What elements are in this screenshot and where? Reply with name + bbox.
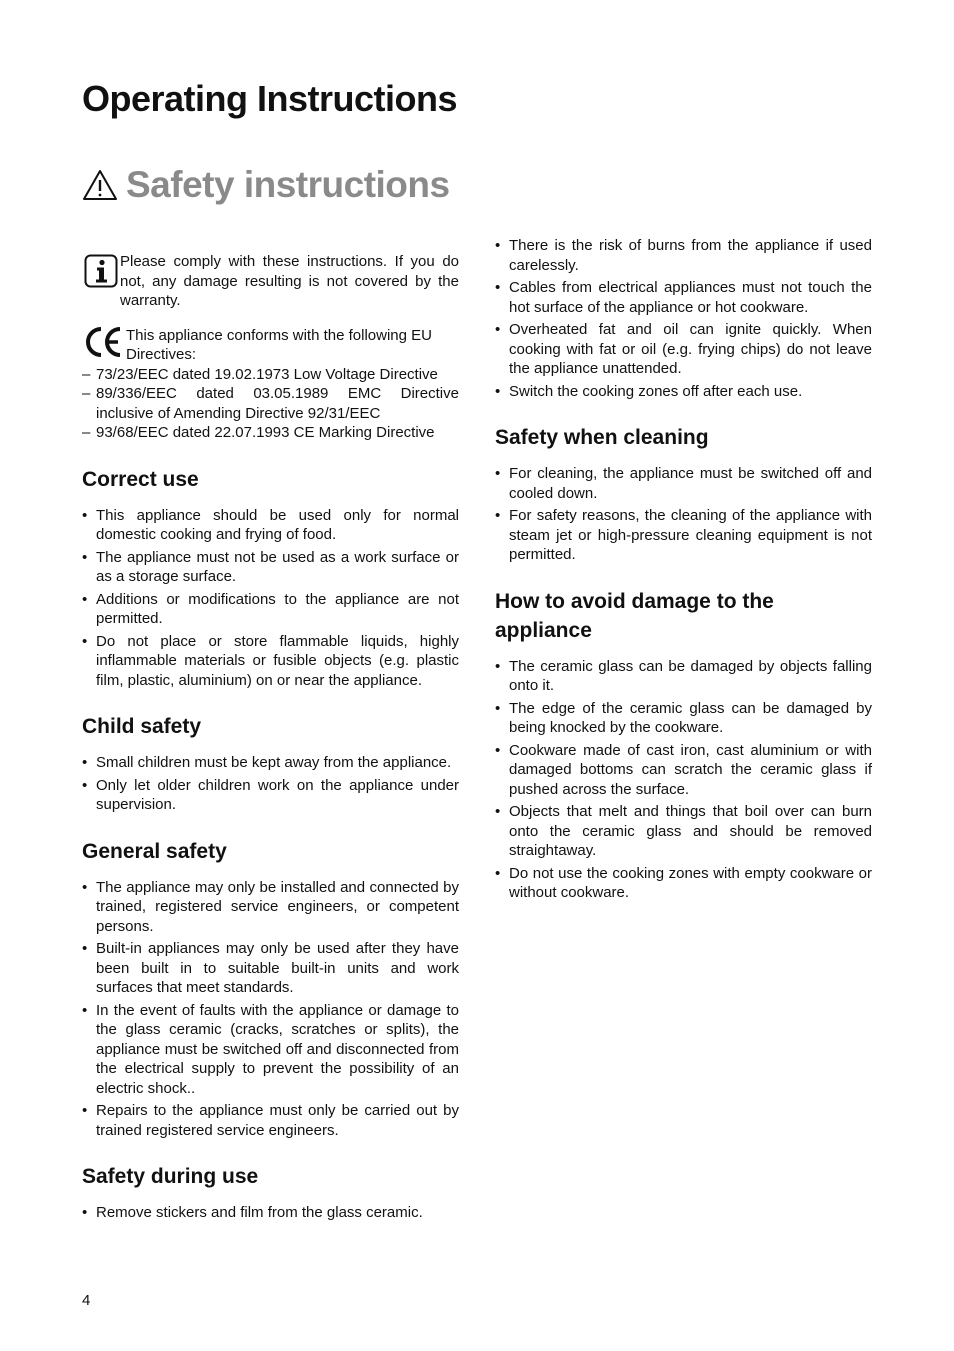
list-item: • Only let older children work on the appliance under supervision. [82, 776, 459, 815]
list-item: • Small children must be kept away from the appliance. [82, 753, 459, 773]
safety-when-cleaning-list [495, 464, 872, 565]
warning-triangle-icon [82, 168, 118, 202]
right-column [495, 236, 872, 906]
list-item: • Overheated fat and oil can ignite quickly. When cooking with fat or oil (e.g. frying chips) do not leave the appliance unattended. [495, 320, 872, 379]
list-item: • Additions or modifications to the appliance are not permitted. [82, 590, 459, 629]
list-item: • Remove stickers and film from the glass ceramic. [82, 1203, 459, 1223]
heading-safety-when-cleaning: Safety when cleaning [495, 426, 709, 449]
list-item: – 73/23/EEC dated 19.02.1973 Low Voltage Directive [82, 365, 459, 385]
left-column [82, 237, 459, 1226]
list-item: • There is the risk of burns from the appliance if used carelessly. [495, 236, 872, 275]
list-item: • The appliance must not be used as a work surface or as a storage surface. [82, 548, 459, 587]
page-number: 4 [82, 1292, 91, 1309]
list-item: • Switch the cooking zones off after each use. [495, 382, 872, 402]
list-item: • In the event of faults with the appliance or damage to the glass ceramic (cracks, scratches or splits), the appliance must be switched off and disconnected from the electrical supply to prevent the possibility of an electric shock.. [82, 1001, 459, 1099]
list-item: • For cleaning, the appliance must be switched off and cooled down. [495, 464, 872, 503]
heading-safety-during-use: Safety during use [82, 1165, 259, 1188]
heading-avoid-damage: How to avoid damage to the appliance [495, 589, 774, 642]
ce-intro: This appliance conforms with the following EU Directives: [126, 326, 432, 363]
correct-use-list [82, 506, 459, 691]
section-title-text: Safety instructions [126, 164, 450, 205]
ce-conformity [82, 326, 459, 365]
info-note [82, 252, 459, 311]
list-item: • The edge of the ceramic glass can be damaged by being knocked by the cookware. [495, 699, 872, 738]
list-item: • Repairs to the appliance must only be carried out by trained registered service engineers. [82, 1101, 459, 1140]
general-safety-list [82, 878, 459, 1141]
heading-general-safety: General safety [82, 839, 227, 863]
list-item: • Cables from electrical appliances must not touch the hot surface of the appliance or hot cookware. [495, 278, 872, 317]
list-item: – 89/336/EEC dated 03.05.1989 EMC Directive inclusive of Amending Directive 92/31/EEC [82, 384, 459, 423]
list-item: • The ceramic glass can be damaged by objects falling onto it. [495, 657, 872, 696]
section-title [82, 164, 450, 206]
list-item: • The appliance may only be installed and connected by trained, registered service engineers, or competent persons. [82, 878, 459, 937]
list-item: • Objects that melt and things that boil over can burn onto the ceramic glass and should be removed straightaway. [495, 802, 872, 861]
list-item: • Built-in appliances may only be used after they have been built in to suitable built-in units and work surfaces that meet standards. [82, 939, 459, 998]
list-item: • Do not place or store flammable liquids, highly inflammable materials or fusible objects (e.g. plastic film, plastic, aluminium) on or near the appliance. [82, 632, 459, 691]
page-title: Operating Instructions [82, 78, 458, 119]
child-safety-list [82, 753, 459, 815]
list-item: • Do not use the cooking zones with empty cookware or without cookware. [495, 864, 872, 903]
safety-during-use-list-continued [495, 236, 872, 401]
list-item: – 93/68/EEC dated 22.07.1993 CE Marking Directive [82, 423, 459, 443]
ce-mark-icon [82, 325, 126, 359]
safety-during-use-list [82, 1203, 459, 1223]
list-item: • This appliance should be used only for normal domestic cooking and frying of food. [82, 506, 459, 545]
info-icon [82, 254, 120, 288]
info-note-text: Please comply with these instructions. If you do not, any damage resulting is not covered by the warranty. [120, 253, 459, 309]
heading-child-safety: Child safety [82, 715, 202, 738]
heading-correct-use: Correct use [82, 467, 199, 491]
list-item: • Cookware made of cast iron, cast aluminium or with damaged bottoms can scratch the ceramic glass if pushed across the surface. [495, 741, 872, 800]
directive-list [82, 365, 459, 443]
list-item: • For safety reasons, the cleaning of the appliance with steam jet or high-pressure cleaning equipment is not permitted. [495, 506, 872, 565]
avoid-damage-list [495, 657, 872, 903]
